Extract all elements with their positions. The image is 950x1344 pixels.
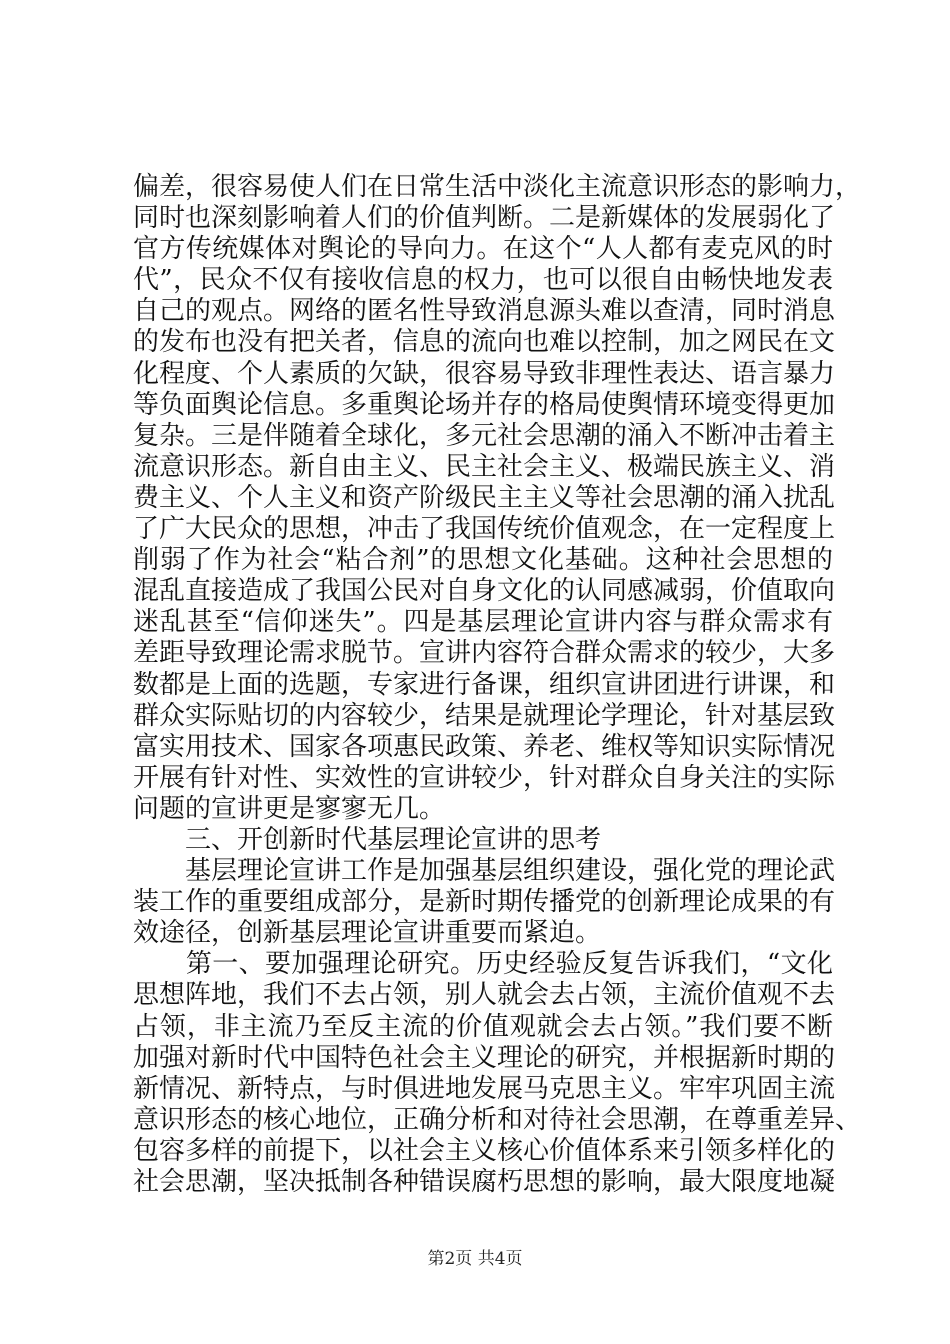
text-line: 官方传统媒体对舆论的导向力。在这个“人人都有麦克风的时: [133, 234, 833, 265]
text-line: 新情况、新特点，与时俱进地发展马克思主义。牢牢巩固主流: [133, 1073, 836, 1104]
section-heading: 三、开创新时代基层理论宣讲的思考: [133, 824, 602, 855]
text-line: 意识形态的核心地位，正确分析和对待社会思潮，在尊重差异、: [133, 1104, 862, 1135]
body-text: [133, 172, 862, 1198]
text-line: 流意识形态。新自由主义、民主社会主义、极端民族主义、消: [133, 451, 836, 482]
text-line: 混乱直接造成了我国公民对自身文化的认同感减弱，价值取向: [133, 576, 836, 607]
text-line: 等负面舆论信息。多重舆论场并存的格局使舆情环境变得更加: [133, 389, 836, 420]
text-line: 占领，非主流乃至反主流的价值观就会去占领。”我们要不断: [133, 1011, 833, 1042]
text-line: 第一、要加强理论研究。历史经验反复告诉我们，“文化: [133, 949, 833, 980]
text-line: 自己的观点。网络的匿名性导致消息源头难以查清，同时消息: [133, 296, 836, 327]
text-line: 迷乱甚至“信仰迷失”。四是基层理论宣讲内容与群众需求有: [133, 607, 833, 638]
text-line: 的发布也没有把关者，信息的流向也难以控制，加之网民在文: [133, 327, 836, 358]
page-number-footer: 第2页 共4页: [427, 1249, 523, 1269]
paragraph-end-line: 问题的宣讲更是寥寥无几。: [133, 793, 446, 824]
text-line: 社会思潮，坚决抵制各种错误腐朽思想的影响，最大限度地凝: [133, 1167, 836, 1197]
text-line: 代”，民众不仅有接收信息的权力，也可以很自由畅快地发表: [133, 265, 833, 296]
text-line: 同时也深刻影响着人们的价值判断。二是新媒体的发展弱化了: [133, 203, 836, 234]
text-line: 差距导致理论需求脱节。宣讲内容符合群众需求的较少，大多: [133, 638, 836, 669]
text-line: 费主义、个人主义和资产阶级民主主义等社会思潮的涌入扰乱: [133, 482, 836, 513]
text-line: 基层理论宣讲工作是加强基层组织建设，强化党的理论武: [133, 856, 836, 887]
text-line: 化程度、个人素质的欠缺，很容易导致非理性表达、语言暴力: [133, 358, 836, 389]
text-line: 偏差，很容易使人们在日常生活中淡化主流意识形态的影响力，: [133, 172, 862, 202]
text-line: 数都是上面的选题，专家进行备课，组织宣讲团进行讲课，和: [133, 669, 836, 700]
paragraph-end-line: 效途径，创新基层理论宣讲重要而紧迫。: [133, 918, 602, 949]
text-line: 削弱了作为社会“粘合剂”的思想文化基础。这种社会思想的: [133, 545, 833, 576]
text-line: 群众实际贴切的内容较少，结果是就理论学理论，针对基层致: [133, 700, 836, 731]
text-line: 富实用技术、国家各项惠民政策、养老、维权等知识实际情况: [133, 731, 836, 762]
text-line: 包容多样的前提下，以社会主义核心价值体系来引领多样化的: [133, 1135, 836, 1166]
text-line: 开展有针对性、实效性的宣讲较少，针对群众自身关注的实际: [133, 762, 836, 793]
text-line: 思想阵地，我们不去占领，别人就会去占领，主流价值观不去: [133, 980, 836, 1011]
text-line: 装工作的重要组成部分，是新时期传播党的创新理论成果的有: [133, 887, 836, 918]
text-line: 复杂。三是伴随着全球化，多元社会思潮的涌入不断冲击着主: [133, 420, 836, 451]
text-line: 加强对新时代中国特色社会主义理论的研究，并根据新时期的: [133, 1042, 836, 1073]
text-line: 了广大民众的思想，冲击了我国传统价值观念，在一定程度上: [133, 514, 836, 545]
